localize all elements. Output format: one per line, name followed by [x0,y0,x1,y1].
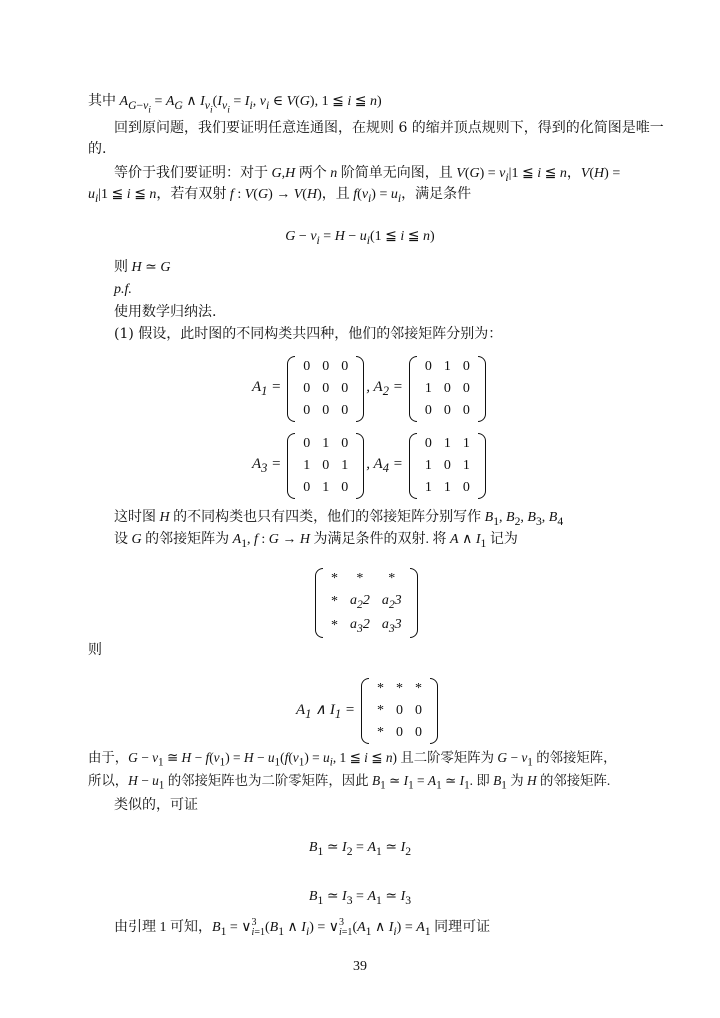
label-a4: , $A_4$ = [366,456,403,475]
line-12: 则 [88,642,102,658]
matrix-a1-and-i1: * * * * 0 0 * 0 0 [361,678,438,744]
line-16: 由引理 1 可知，$B_1$ = ∨ 3 i=1 ($B_1$ ∧ $I_i$) = ∨ 3 i=1 ($A_1$ ∧ $I_i) = A_1$ 同理可证 [114,917,491,939]
line-10: 这时图 H 的不同构类也只有四类，他们的邻接矩阵分别写作 $B_1$, $B_2$, $B_3$, $B_4$ [114,510,564,528]
label-a1: $A_1$ = [252,379,282,398]
equation-3: $B_1$ ≃ $I_3 = A_1$ ≃ $I_3$ [308,889,412,907]
line-13: 由于，$G - v_1$ ≅ $H - f(v_1) = H - u_1(f(v_1) = u_i$, 1 ≦ i ≦ n) 且二阶零矩阵为 $G - v_1$ 的邻接矩阵， [88,750,617,769]
equation-1: $G - v_i = H - u_i(1$ ≦ i ≦ n) [285,229,435,247]
matrix-generic-block [313,568,420,638]
line-9: (1) 假设，此时图的不同构类共四种，他们的邻接矩阵分别为： [114,326,503,342]
matrix-a3: 0 1 0 1 0 1 0 1 0 [287,433,364,499]
matrix-a1-and-i1-block [296,678,440,744]
equation-2: $B_1$ ≃ $I_2 = A_1$ ≃ $I_2$ [308,840,412,858]
line-4: 等价于我们要证明：对于 G,H 两个 n 阶简单无向图，且 $V(G) = v_i|1$ ≦ i ≦ n，V(H) = [114,166,621,184]
line-6: 则 H ≃ G [114,260,171,275]
label-a3: $A_3$ = [252,456,282,475]
line-7: p.f. [114,282,132,297]
line-14: 所以，$H - u_1$ 的邻接矩阵也为二阶零矩阵，因此 $B_1$ ≃ $I_1 = A_1$ ≃ $I_1$. 即 $B_1$ 为 H 的邻接矩阵. [88,773,611,792]
matrices-a3-a4 [252,433,488,499]
matrix-a1: 0 0 0 0 0 0 0 0 0 [287,356,364,422]
line-1: 其中 $A_{G-v_i} = A_G$ ∧ $I_{v_i}(I_{v_i} = I_i$, $v_i$ ∈ V(G), 1 ≦ i ≦ n) [88,94,382,116]
line-11: 设 G 的邻接矩阵为 $A_1$, f : G → H 为满足条件的双射. 将 A ∧ $I_1$ 记为 [114,532,518,550]
line-2: 回到原问题，我们要证明任意连通图，在规则 6 的缩并顶点规则下，得到的化简图是唯一 [114,120,664,136]
matrices-a1-a2 [252,356,488,422]
page-number: 39 [353,959,367,974]
matrix-a4: 0 1 1 1 0 1 1 1 0 [409,433,486,499]
label-a1-and-i1: $A_1$ ∧ $I_1$ = [296,702,356,721]
matrix-a2: 0 1 0 1 0 0 0 0 0 [409,356,486,422]
line-5: $u_i|1$ ≦ i ≦ n，若有双射 f : V(G) → V(H)，且 $f(v_i) = u_i$，满足条件 [88,187,472,205]
line-15: 类似的，可证 [114,797,198,813]
line-3: 的. [88,141,107,157]
line-8: 使用数学归纳法. [114,304,217,320]
label-a2: , $A_2$ = [366,379,403,398]
matrix-generic: * * * * $a_22$ $a_23$ * $a_32$ $a_33$ [315,568,418,638]
